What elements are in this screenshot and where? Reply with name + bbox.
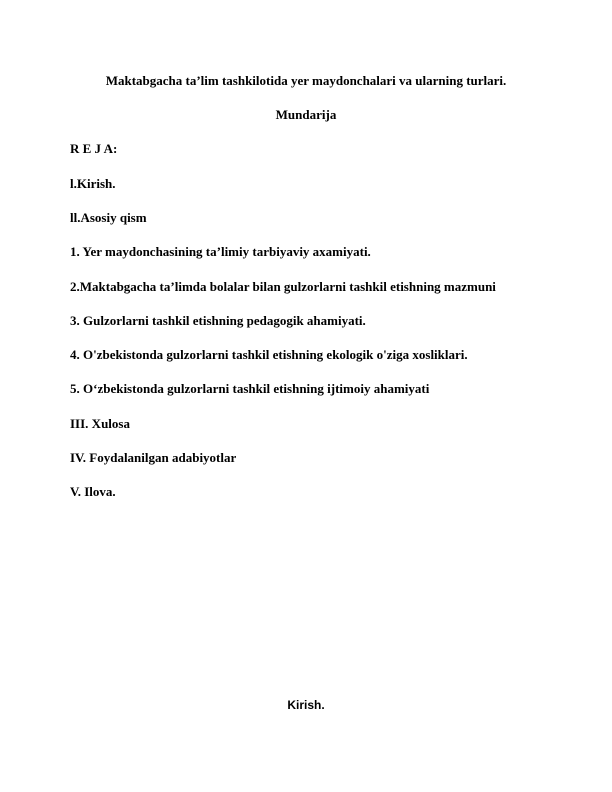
document-subtitle: Mundarija bbox=[275, 107, 337, 122]
plan-item-intro: l.Kirish. bbox=[70, 176, 116, 191]
plan-heading: R E J A: bbox=[70, 141, 118, 156]
document-title: Maktabgacha ta’lim tashkilotida yer maydonchalari va ularning turlari. bbox=[105, 73, 507, 88]
plan-item-4: 4. O'zbekistonda gulzorlarni tashkil etishning ekologik o'ziga xosliklari. bbox=[70, 347, 468, 362]
plan-item-3: 3. Gulzorlarni tashkil etishning pedagogik ahamiyati. bbox=[70, 313, 366, 328]
plan-item-references: IV. Foydalanilgan adabiyotlar bbox=[70, 450, 237, 465]
plan-item-main: ll.Asosiy qism bbox=[70, 210, 147, 225]
plan-item-5: 5. O‘zbekistonda gulzorlarni tashkil etishning ijtimoiy ahamiyati bbox=[70, 381, 430, 396]
plan-item-appendix: V. Ilova. bbox=[70, 484, 116, 499]
section-heading: Kirish. bbox=[287, 698, 325, 712]
plan-item-1: 1. Yer maydonchasining ta’limiy tarbiyaviy axamiyati. bbox=[70, 244, 371, 259]
plan-item-conclusion: III. Xulosa bbox=[70, 416, 130, 431]
plan-item-2: 2.Maktabgacha ta’limda bolalar bilan gulzorlarni tashkil etishning mazmuni bbox=[70, 279, 496, 294]
